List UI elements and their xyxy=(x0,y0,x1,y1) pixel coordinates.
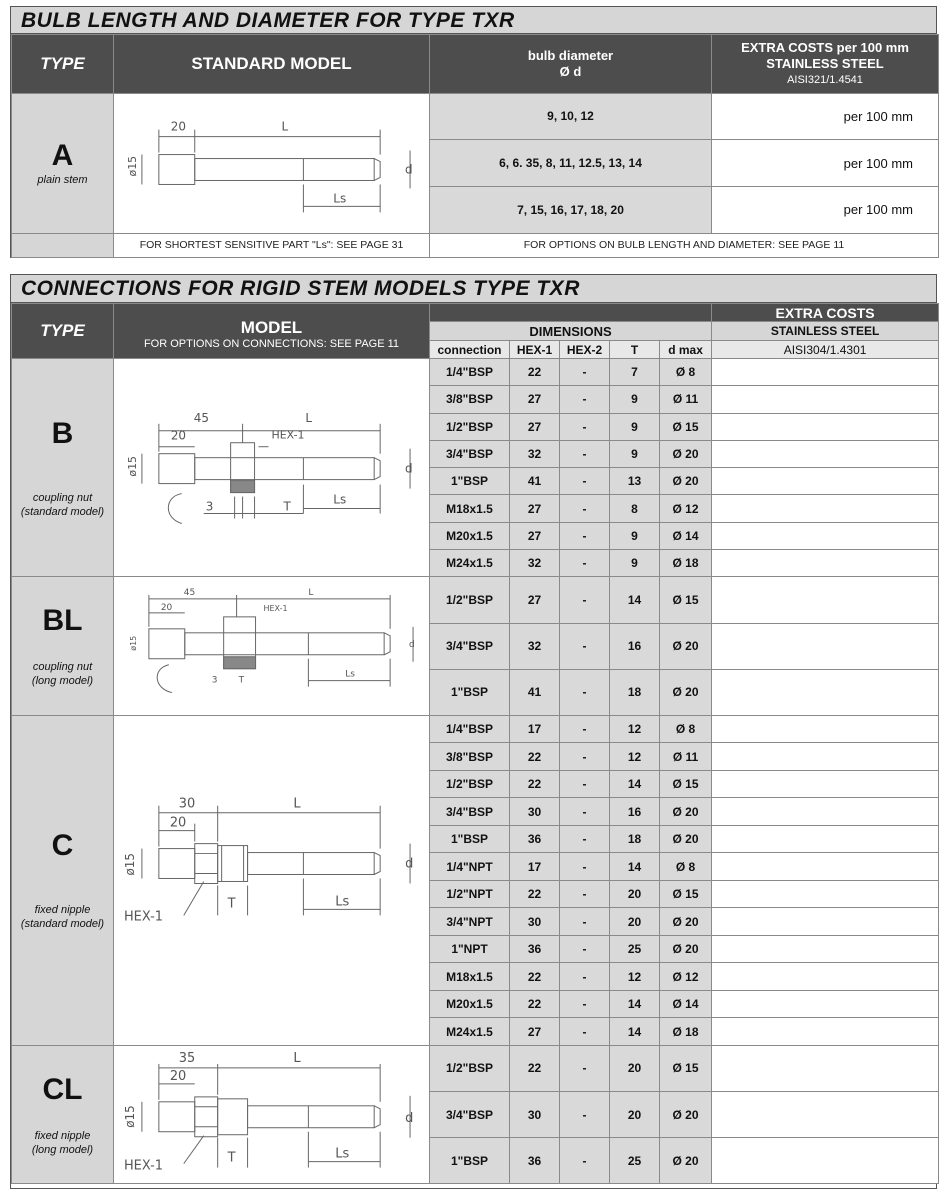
extra-cost-cell xyxy=(712,1018,939,1046)
connection-cell: M18x1.5 xyxy=(430,495,510,522)
hex2-cell: - xyxy=(560,798,610,825)
type-letter: A xyxy=(51,139,74,173)
extra-cost-cell xyxy=(712,935,939,962)
connection-cell: 3/4"BSP xyxy=(430,623,510,669)
dim-Ls: Ls xyxy=(333,191,347,206)
hex2-cell: - xyxy=(560,413,610,440)
dmax-cell: Ø 15 xyxy=(660,770,712,797)
dmax-cell: Ø 20 xyxy=(660,825,712,852)
dmax-cell: Ø 8 xyxy=(660,853,712,880)
hex2-cell: - xyxy=(560,440,610,467)
hex2-cell: - xyxy=(560,743,610,770)
hex1-cell: 22 xyxy=(510,770,560,797)
hex1-cell: 32 xyxy=(510,550,560,577)
type-description: coupling nut xyxy=(32,661,93,674)
extra-cost-cell xyxy=(712,715,939,742)
dmax-cell: Ø 15 xyxy=(660,880,712,907)
dmax-col-header: d max xyxy=(660,341,712,359)
dim-d15: ø15 xyxy=(125,155,139,177)
type-letter: C xyxy=(51,829,74,863)
hex2-cell: - xyxy=(560,963,610,990)
type-cell-cl xyxy=(12,1045,114,1184)
dim-T: T xyxy=(227,896,236,912)
extra-cost-cell xyxy=(712,1045,939,1091)
dmax-cell: Ø 15 xyxy=(660,413,712,440)
connection-cell: 1/4"NPT xyxy=(430,853,510,880)
dmax-cell: Ø 12 xyxy=(660,495,712,522)
extra-cost-cell xyxy=(712,825,939,852)
dimensions-spacer xyxy=(430,304,712,322)
cost-cell: per 100 mm xyxy=(712,93,939,140)
t-cell: 20 xyxy=(610,880,660,907)
connection-cell: 3/4"BSP xyxy=(430,440,510,467)
hex1-cell: 22 xyxy=(510,880,560,907)
t-cell: 18 xyxy=(610,825,660,852)
hex1-cell: 36 xyxy=(510,1138,560,1184)
dim-L: L xyxy=(305,410,313,425)
extra-cost-cell xyxy=(712,853,939,880)
hex2-cell: - xyxy=(560,715,610,742)
dim-d15: ø15 xyxy=(125,456,139,477)
drawing-type-cl xyxy=(114,1045,430,1184)
dmax-cell: Ø 20 xyxy=(660,1138,712,1184)
model-header: STANDARD MODEL xyxy=(114,35,430,94)
type-description: fixed nipple xyxy=(34,904,91,917)
connections-section xyxy=(10,274,937,1189)
dim-d: d xyxy=(405,856,414,872)
hex1-cell: 30 xyxy=(510,1092,560,1138)
t-cell: 16 xyxy=(610,623,660,669)
dmax-cell: Ø 8 xyxy=(660,715,712,742)
connection-cell: 1"BSP xyxy=(430,669,510,715)
t-cell: 14 xyxy=(610,577,660,623)
plain-stem-drawing xyxy=(114,94,429,233)
type-description-model: (long model) xyxy=(31,675,94,688)
section-title: CONNECTIONS FOR RIGID STEM MODELS TYPE TXR xyxy=(11,275,936,303)
empty-type-cell xyxy=(12,233,114,257)
model-header-label: MODEL xyxy=(240,318,303,337)
t-cell: 12 xyxy=(610,715,660,742)
table-row xyxy=(12,577,939,623)
diameter-cell: 9, 10, 12 xyxy=(430,93,712,140)
section-title: BULB LENGTH AND DIAMETER FOR TYPE TXR xyxy=(11,7,936,34)
hex-label: HEX-1 xyxy=(123,909,164,925)
extra-cost-cell xyxy=(712,908,939,935)
dim-d: d xyxy=(405,461,413,476)
hex-label: HEX-1 xyxy=(263,604,288,614)
hex1-cell: 32 xyxy=(510,623,560,669)
note-bulb-options: FOR OPTIONS ON BULB LENGTH AND DIAMETER: SEE PAGE 11 xyxy=(430,233,939,257)
connection-cell: 1"NPT xyxy=(430,935,510,962)
t-cell: 16 xyxy=(610,798,660,825)
type-description: fixed nipple xyxy=(34,1129,91,1142)
type-header: TYPE xyxy=(12,304,114,359)
hex2-cell: - xyxy=(560,1092,610,1138)
dim-T: T xyxy=(238,676,245,687)
hex1-cell: 41 xyxy=(510,669,560,715)
diameter-cell: 6, 6. 35, 8, 11, 12.5, 13, 14 xyxy=(430,140,712,187)
dim-20: 20 xyxy=(170,428,187,443)
hex1-cell: 22 xyxy=(510,963,560,990)
bulb-length-section xyxy=(10,6,937,258)
connection-cell: 1/2"BSP xyxy=(430,1045,510,1091)
extra-cost-cell xyxy=(712,963,939,990)
connection-cell: 3/4"BSP xyxy=(430,1092,510,1138)
t-cell: 13 xyxy=(610,468,660,495)
table-row xyxy=(12,359,939,386)
dim-L: L xyxy=(281,119,289,134)
extra-cost-cell xyxy=(712,413,939,440)
bulb-diameter-header xyxy=(430,35,712,94)
t-cell: 12 xyxy=(610,743,660,770)
type-cell-c xyxy=(12,715,114,1045)
note-shortest-part: FOR SHORTEST SENSITIVE PART "Ls": SEE PAGE 31 xyxy=(114,233,430,257)
type-description-model: (long model) xyxy=(31,1143,94,1156)
t-cell: 14 xyxy=(610,990,660,1017)
extra-cost-cell xyxy=(712,880,939,907)
hex2-cell: - xyxy=(560,1045,610,1091)
t-cell: 14 xyxy=(610,1018,660,1046)
t-cell: 9 xyxy=(610,413,660,440)
hex2-cell: - xyxy=(560,495,610,522)
dmax-cell: Ø 20 xyxy=(660,908,712,935)
extra-costs-material: STAINLESS STEEL xyxy=(766,55,884,71)
hex1-cell: 27 xyxy=(510,386,560,413)
connection-cell: 1/2"BSP xyxy=(430,770,510,797)
connection-cell: 3/8"BSP xyxy=(430,386,510,413)
dmax-cell: Ø 11 xyxy=(660,743,712,770)
table-row xyxy=(12,715,939,742)
dmax-cell: Ø 20 xyxy=(660,1092,712,1138)
dim-20: 20 xyxy=(169,815,187,831)
connection-cell: 1"BSP xyxy=(430,1138,510,1184)
dim-20: 20 xyxy=(169,1068,187,1084)
hex1-cell: 36 xyxy=(510,935,560,962)
bulb-diameter-label: bulb diameter xyxy=(527,47,614,63)
hex2-cell: - xyxy=(560,550,610,577)
extra-cost-cell xyxy=(712,770,939,797)
fixed-nipple-long-drawing xyxy=(114,1046,429,1184)
dim-35: 35 xyxy=(178,1050,196,1066)
t-cell: 14 xyxy=(610,853,660,880)
type-letter: CL xyxy=(42,1072,83,1106)
extra-cost-cell xyxy=(712,440,939,467)
coupling-nut-long-drawing xyxy=(114,577,429,715)
dim-20: 20 xyxy=(170,119,187,134)
extra-grade-header: AISI304/1.4301 xyxy=(712,341,939,359)
extra-cost-cell xyxy=(712,495,939,522)
connection-cell: 1/4"BSP xyxy=(430,359,510,386)
dmax-cell: Ø 18 xyxy=(660,550,712,577)
hex1-cell: 22 xyxy=(510,1045,560,1091)
type-description: plain stem xyxy=(37,174,88,187)
bulb-table xyxy=(11,34,939,258)
hex2-cell: - xyxy=(560,1138,610,1184)
dim-d: d xyxy=(405,162,413,177)
hex2-cell: - xyxy=(560,468,610,495)
extra-cost-cell xyxy=(712,743,939,770)
type-letter: B xyxy=(51,416,74,450)
dmax-cell: Ø 18 xyxy=(660,1018,712,1046)
connections-table xyxy=(11,303,939,1184)
hex1-cell: 17 xyxy=(510,853,560,880)
hex1-col-header: HEX-1 xyxy=(510,341,560,359)
t-cell: 8 xyxy=(610,495,660,522)
hex2-cell: - xyxy=(560,853,610,880)
dim-Ls: Ls xyxy=(345,670,355,681)
bulb-diameter-symbol: Ø d xyxy=(559,63,582,79)
extra-cost-cell xyxy=(712,798,939,825)
hex2-cell: - xyxy=(560,908,610,935)
hex2-cell: - xyxy=(560,1018,610,1046)
type-cell-bl xyxy=(12,577,114,716)
hex1-cell: 27 xyxy=(510,1018,560,1046)
hex1-cell: 27 xyxy=(510,522,560,549)
connection-col-header: connection xyxy=(430,341,510,359)
connection-cell: M18x1.5 xyxy=(430,963,510,990)
hex2-cell: - xyxy=(560,880,610,907)
hex1-cell: 32 xyxy=(510,440,560,467)
t-col-header: T xyxy=(610,341,660,359)
dim-d15: ø15 xyxy=(128,636,138,652)
connection-cell: 1/4"BSP xyxy=(430,715,510,742)
dmax-cell: Ø 8 xyxy=(660,359,712,386)
t-cell: 9 xyxy=(610,522,660,549)
dim-T: T xyxy=(283,499,291,514)
dim-20: 20 xyxy=(160,603,173,614)
cost-cell: per 100 mm xyxy=(712,140,939,187)
dim-30: 30 xyxy=(178,796,196,812)
dim-d: d xyxy=(405,1110,414,1126)
connection-cell: 1/2"BSP xyxy=(430,577,510,623)
hex2-cell: - xyxy=(560,770,610,797)
extra-costs-header: EXTRA COSTS xyxy=(712,304,939,322)
extra-cost-cell xyxy=(712,468,939,495)
type-a-cell xyxy=(12,93,114,233)
dim-L: L xyxy=(308,588,314,599)
extra-costs-grade: AISI321/1.4541 xyxy=(787,73,863,86)
dmax-cell: Ø 20 xyxy=(660,669,712,715)
cost-cell: per 100 mm xyxy=(712,187,939,234)
extra-cost-cell xyxy=(712,550,939,577)
dimensions-header: DIMENSIONS xyxy=(430,322,712,341)
dim-Ls: Ls xyxy=(333,492,347,507)
t-cell: 9 xyxy=(610,440,660,467)
hex-label: HEX-1 xyxy=(123,1158,164,1174)
dim-d15: ø15 xyxy=(122,1105,137,1128)
dim-45: 45 xyxy=(183,588,196,599)
type-letter: BL xyxy=(42,604,83,638)
dmax-cell: Ø 14 xyxy=(660,990,712,1017)
dim-3: 3 xyxy=(205,499,214,514)
dim-L: L xyxy=(293,796,301,812)
hex1-cell: 27 xyxy=(510,495,560,522)
extra-material-header: STAINLESS STEEL xyxy=(712,322,939,341)
extra-cost-cell xyxy=(712,1138,939,1184)
drawing-type-bl xyxy=(114,577,430,716)
connection-cell: 3/8"BSP xyxy=(430,743,510,770)
table-row xyxy=(12,1045,939,1091)
type-header: TYPE xyxy=(12,35,114,94)
dmax-cell: Ø 20 xyxy=(660,935,712,962)
type-cell-b xyxy=(12,359,114,577)
model-header-note: FOR OPTIONS ON CONNECTIONS: SEE PAGE 11 xyxy=(143,338,400,350)
dim-T: T xyxy=(227,1150,236,1166)
extra-cost-cell xyxy=(712,522,939,549)
dmax-cell: Ø 15 xyxy=(660,1045,712,1091)
type-description-model: (standard model) xyxy=(20,918,105,931)
connection-cell: 1/2"BSP xyxy=(430,413,510,440)
hex2-cell: - xyxy=(560,522,610,549)
hex2-cell: - xyxy=(560,935,610,962)
extra-cost-cell xyxy=(712,669,939,715)
dmax-cell: Ø 12 xyxy=(660,963,712,990)
dim-Ls: Ls xyxy=(335,1146,350,1162)
t-cell: 9 xyxy=(610,550,660,577)
dim-45: 45 xyxy=(193,410,209,425)
hex2-cell: - xyxy=(560,359,610,386)
drawing-type-c xyxy=(114,715,430,1045)
connection-cell: M20x1.5 xyxy=(430,522,510,549)
hex2-cell: - xyxy=(560,386,610,413)
diameter-cell: 7, 15, 16, 17, 18, 20 xyxy=(430,187,712,234)
dim-d15: ø15 xyxy=(122,852,137,876)
hex1-cell: 36 xyxy=(510,825,560,852)
drawing-type-b xyxy=(114,359,430,577)
fixed-nipple-standard-drawing xyxy=(114,716,429,1045)
t-cell: 20 xyxy=(610,908,660,935)
dmax-cell: Ø 20 xyxy=(660,468,712,495)
connection-cell: 1"BSP xyxy=(430,468,510,495)
t-cell: 14 xyxy=(610,770,660,797)
t-cell: 12 xyxy=(610,963,660,990)
coupling-nut-standard-drawing xyxy=(114,359,429,576)
hex-label: HEX-1 xyxy=(271,428,305,442)
t-cell: 20 xyxy=(610,1045,660,1091)
hex1-cell: 22 xyxy=(510,990,560,1017)
connection-cell: M24x1.5 xyxy=(430,1018,510,1046)
connection-cell: M20x1.5 xyxy=(430,990,510,1017)
hex1-cell: 17 xyxy=(510,715,560,742)
t-cell: 18 xyxy=(610,669,660,715)
extra-cost-cell xyxy=(712,577,939,623)
model-header xyxy=(114,304,430,359)
hex1-cell: 30 xyxy=(510,908,560,935)
dim-L: L xyxy=(293,1050,301,1066)
connection-cell: 1"BSP xyxy=(430,825,510,852)
drawing-type-a xyxy=(114,93,430,233)
connection-cell: 3/4"NPT xyxy=(430,908,510,935)
dmax-cell: Ø 15 xyxy=(660,577,712,623)
hex2-cell: - xyxy=(560,669,610,715)
dmax-cell: Ø 20 xyxy=(660,623,712,669)
dmax-cell: Ø 20 xyxy=(660,798,712,825)
hex1-cell: 30 xyxy=(510,798,560,825)
dmax-cell: Ø 14 xyxy=(660,522,712,549)
extra-cost-cell xyxy=(712,359,939,386)
connection-cell: M24x1.5 xyxy=(430,550,510,577)
extra-cost-cell xyxy=(712,990,939,1017)
dim-Ls: Ls xyxy=(335,894,350,910)
dim-3: 3 xyxy=(211,676,218,687)
hex2-cell: - xyxy=(560,825,610,852)
hex2-cell: - xyxy=(560,990,610,1017)
dmax-cell: Ø 11 xyxy=(660,386,712,413)
hex1-cell: 22 xyxy=(510,359,560,386)
t-cell: 20 xyxy=(610,1092,660,1138)
t-cell: 7 xyxy=(610,359,660,386)
extra-cost-cell xyxy=(712,623,939,669)
dim-d: d xyxy=(409,640,415,651)
hex2-col-header: HEX-2 xyxy=(560,341,610,359)
dmax-cell: Ø 20 xyxy=(660,440,712,467)
extra-cost-cell xyxy=(712,386,939,413)
extra-cost-cell xyxy=(712,1092,939,1138)
extra-costs-header xyxy=(712,35,939,94)
hex1-cell: 27 xyxy=(510,413,560,440)
connection-cell: 1/2"NPT xyxy=(430,880,510,907)
connection-cell: 3/4"BSP xyxy=(430,798,510,825)
hex1-cell: 22 xyxy=(510,743,560,770)
t-cell: 9 xyxy=(610,386,660,413)
hex2-cell: - xyxy=(560,577,610,623)
t-cell: 25 xyxy=(610,1138,660,1184)
type-description: coupling nut xyxy=(32,491,93,504)
extra-costs-label: EXTRA COSTS per 100 mm xyxy=(741,39,909,55)
hex1-cell: 41 xyxy=(510,468,560,495)
hex1-cell: 27 xyxy=(510,577,560,623)
type-description-model: (standard model) xyxy=(20,505,105,518)
t-cell: 25 xyxy=(610,935,660,962)
hex2-cell: - xyxy=(560,623,610,669)
